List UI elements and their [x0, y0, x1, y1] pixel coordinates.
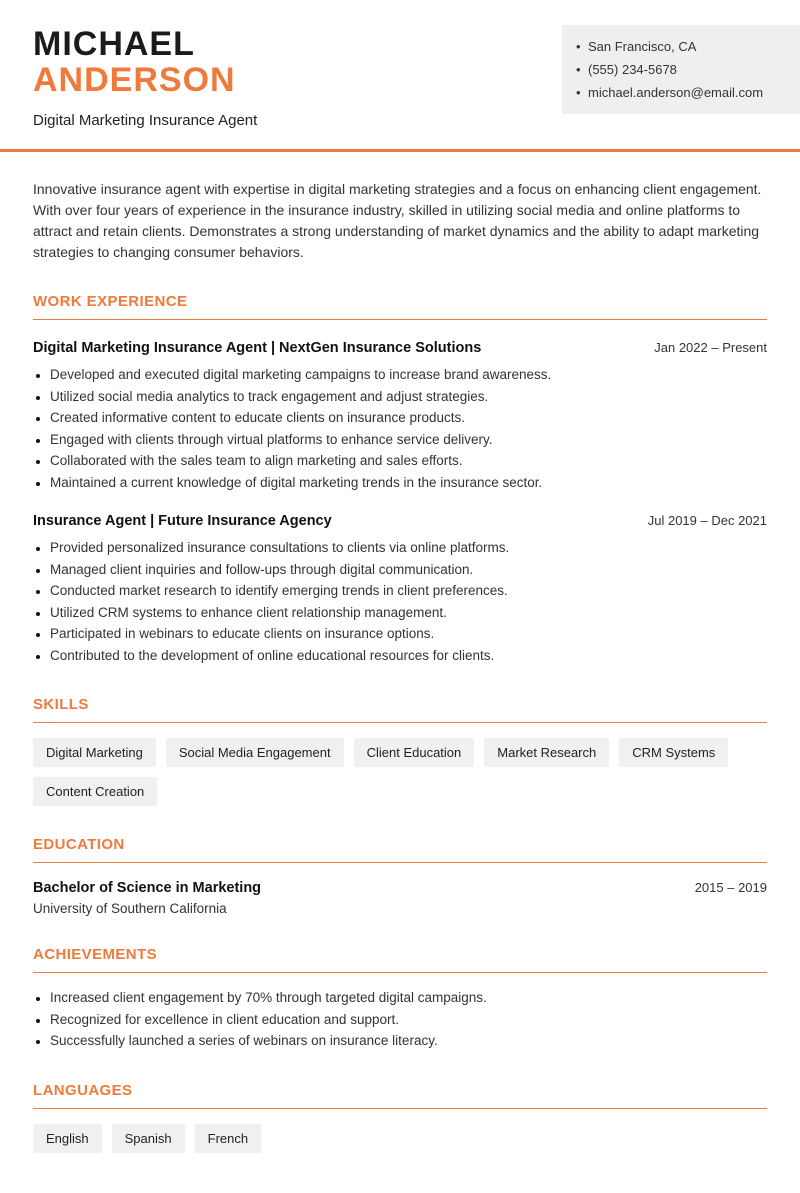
last-name: ANDERSON	[33, 61, 236, 100]
section-education	[33, 836, 767, 916]
bullet-item: • Engaged with clients through virtual platforms to enhance service delivery.	[50, 429, 767, 451]
skill-chip: CRM Systems	[619, 738, 728, 767]
section-skills	[33, 696, 767, 806]
section-work-experience	[33, 293, 767, 666]
skill-chip: Content Creation	[33, 777, 157, 806]
bullet-item: • Created informative content to educate clients on insurance products.	[50, 407, 767, 429]
job-title: Digital Marketing Insurance Agent | NextGen Insurance Solutions	[33, 340, 482, 357]
section-languages	[33, 1082, 767, 1153]
work-experience-heading: WORK EXPERIENCE	[33, 293, 767, 320]
bullet-item: • Contributed to the development of online educational resources for clients.	[50, 645, 767, 667]
bullet-item: • Maintained a current knowledge of digital marketing trends in the insurance sector.	[50, 472, 767, 494]
header	[0, 0, 800, 129]
language-chip: Spanish	[112, 1124, 185, 1153]
bullet-item: • Successfully launched a series of webinars on insurance literacy.	[50, 1030, 767, 1052]
skill-chip: Market Research	[484, 738, 609, 767]
job-bullet-list	[33, 364, 767, 493]
contact-location: • San Francisco, CA	[576, 35, 784, 58]
bullet-item: • Increased client engagement by 70% through targeted digital campaigns.	[50, 987, 767, 1009]
job-entry	[33, 513, 767, 666]
school-name: University of Southern California	[33, 901, 227, 917]
contact-list	[576, 35, 784, 104]
education-dates: 2015 – 2019	[694, 880, 767, 896]
summary-paragraph: Innovative insurance agent with expertise in digital marketing strategies and a focus on enhancing client engagement. With over four years of experience in the insurance industry, skilled in utilizing social media and online platforms to attract and retain clients. Demonstrates a strong understanding of market dynamics and the ability to adapt marketing strategies to changing consumer behaviors.	[33, 181, 762, 261]
job-dates: Jul 2019 – Dec 2021	[647, 513, 767, 529]
languages-chip-list	[33, 1124, 767, 1153]
education-heading: EDUCATION	[33, 836, 767, 863]
first-name: MICHAEL	[33, 25, 195, 63]
bullet-item: • Managed client inquiries and follow-ups through digital communication.	[50, 559, 767, 581]
header-divider	[0, 149, 800, 152]
bullet-item: • Developed and executed digital marketing campaigns to increase brand awareness.	[50, 364, 767, 386]
skill-chip: Social Media Engagement	[166, 738, 344, 767]
bullet-item: • Collaborated with the sales team to align marketing and sales efforts.	[50, 450, 767, 472]
job-dates: Jan 2022 – Present	[654, 340, 767, 356]
contact-card	[562, 25, 800, 114]
language-chip: English	[33, 1124, 102, 1153]
bullet-item: • Recognized for excellence in client education and support.	[50, 1009, 767, 1031]
bullet-item: • Utilized CRM systems to enhance client relationship management.	[50, 602, 767, 624]
resume-body	[0, 179, 800, 1193]
contact-email: • michael.anderson@email.com	[576, 81, 784, 104]
language-chip: French	[195, 1124, 261, 1153]
contact-phone: • (555) 234-5678	[576, 58, 784, 81]
job-header-row	[33, 513, 767, 529]
education-header-row	[33, 880, 767, 896]
bullet-item: • Conducted market research to identify emerging trends in client preferences.	[50, 580, 767, 602]
job-header-row	[33, 340, 767, 356]
achievements-heading: ACHIEVEMENTS	[33, 946, 767, 973]
degree-title: Bachelor of Science in Marketing	[33, 880, 262, 897]
section-achievements	[33, 946, 767, 1052]
bullet-item: • Provided personalized insurance consultations to clients via online platforms.	[50, 537, 767, 559]
skills-heading: SKILLS	[33, 696, 767, 723]
resume-title: Digital Marketing Insurance Agent	[33, 112, 258, 130]
languages-heading: LANGUAGES	[33, 1082, 767, 1109]
skills-chip-list	[33, 738, 767, 806]
bullet-item: • Participated in webinars to educate clients on insurance options.	[50, 623, 767, 645]
skill-chip: Digital Marketing	[33, 738, 156, 767]
bullet-item: • Utilized social media analytics to track engagement and adjust strategies.	[50, 386, 767, 408]
skill-chip: Client Education	[354, 738, 475, 767]
job-title: Insurance Agent | Future Insurance Agency	[33, 513, 332, 530]
achievements-list	[33, 987, 767, 1052]
job-entry	[33, 340, 767, 493]
job-bullet-list	[33, 537, 767, 666]
